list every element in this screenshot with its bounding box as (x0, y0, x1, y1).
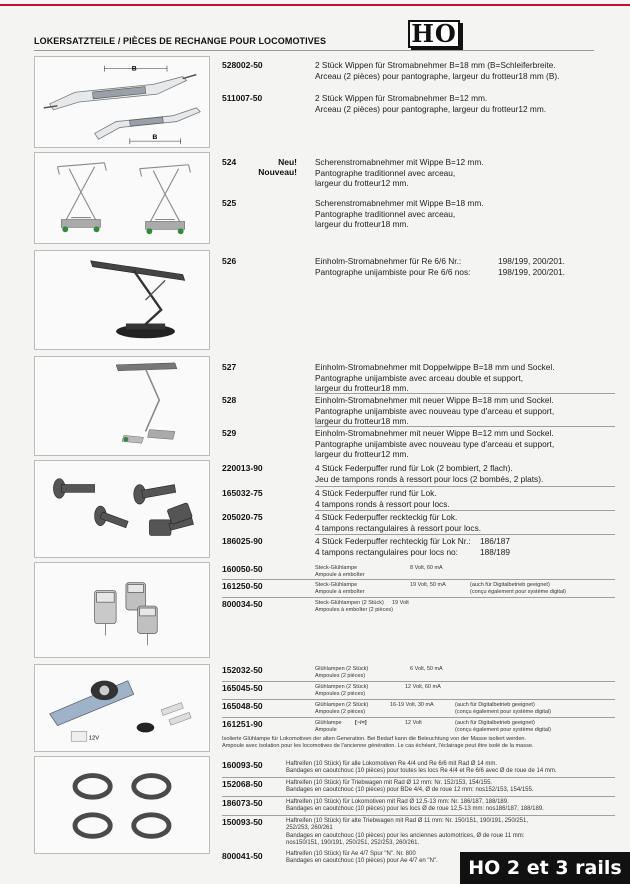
item-description: Haftreifen (10 Stück) für alte Triebwagen mit Rad Ø 11 mm: Nr. 150/151, 190/191, 250/251, 252/253, 260/261 Bandages en caoutchouc (10 pièces) pour les anciennes automotrices, Ø de roue 11 mm: nos150/151, 190/191, 250/251, 252/253, 260/261. (286, 818, 529, 847)
item-description: Steck-Glühlampen (2 Stück) Ampoules à emboîter (2 pièces) (315, 600, 393, 613)
item-description: 4 Stück Federpuffer rund für Lok. 4 tampons ronds à ressort pour locs. (315, 488, 450, 509)
item-description: 4 Stück Federpuffer reckteckig für Lok. 4 tampons rectangulaires à ressort pour locs. (315, 512, 482, 533)
row-divider (222, 777, 615, 778)
item-description: Haftreifen (10 Stück) für alle Lokomotiven Re 4/4 und Re 6/6 mit Rad Ø 14 mm. Bandages en caoutchouc (10 pièces) pour toutes les locs Re 4/4 et Re 6/6 avec Ø de roue de 14 mm. (286, 761, 557, 775)
item-description: Steck-Glühlampe Ampoule à emboîter (315, 582, 365, 595)
item-description: Haftreifen (10 Stück) für Ae 4/7 Spur "N". Nr. 800 Bandages en caoutchouc (10 pièces) pour Ae 4/7 en "N". (286, 851, 438, 865)
row-divider (315, 393, 615, 394)
top-red-line (0, 4, 630, 6)
header-rule (34, 50, 594, 51)
article-number: 800034-50 (222, 599, 263, 609)
article-number: 527 (222, 362, 237, 372)
item-description: 2 Stück Wippen für Stromabnehmer B=18 mm (B=Schleiferbreite. Arceau (2 pièces) pour pantographe, largeur du frotteur18 mm (B). (315, 60, 560, 81)
traction-tyres-illustration (35, 757, 209, 853)
article-number: 165045-50 (222, 683, 263, 693)
article-number: 186025-90 (222, 536, 263, 546)
row-divider (222, 579, 615, 580)
item-description: Glühlampen (2 Stück) Ampoules (2 pièces) (315, 684, 369, 697)
article-number: 528 (222, 395, 237, 405)
row-divider (222, 796, 615, 797)
item-description: Einholm-Stromabnehmer mit Doppelwippe B=18 mm und Sockel. Pantographe unijambiste avec arceau double et support, largeur du frotteur18 mm. (315, 362, 555, 393)
isolation-note: Isolierte Glühlampe für Lokomotiven der alten Generation. Bei Bedarf kann die Beleuchtung von der Masse isoliert werden. Ampoule avec isolation pour les locomotives de l'ancienne génération. Le cas échéant, l'éclairage peut être isolé de la masse. (222, 736, 534, 750)
item-description: Glühlampen (2 Stück) Ampoules (2 pièces) (315, 702, 369, 715)
bulbs-and-lamp-illustration (35, 665, 209, 751)
item-description: Haftreifen (10 Stück) für Triebwagen mit Rad Ø 12 mm: Nr. 152/153, 154/155. Bandages en caoutchouc (10 pièces) pour BDe 4/4, Ø de roue 12 mm: nos152/153, 154/155. (286, 780, 534, 794)
row-divider (222, 717, 615, 718)
article-number: 800041-50 (222, 851, 263, 861)
ho-logo: HO (408, 20, 460, 48)
row-divider (315, 534, 615, 535)
dim-b-top: B (131, 65, 137, 73)
article-number: 165048-50 (222, 701, 263, 711)
single-arm-with-base-illustration (35, 357, 209, 455)
footer-badge: HO 2 et 3 rails (460, 852, 630, 884)
bows-illustration (35, 57, 209, 147)
page-title: LOKERSATZTEILE / PIÈCES DE RECHANGE POUR LOCOMOTIVES (34, 36, 327, 46)
item-description: Einholm-Stromabnehmer mit neuer Wippe B=18 mm und Sockel. Pantographe unijambiste avec nouveau type d'arceau et support, largeur du frotteur18 mm. (315, 395, 555, 426)
photo-plug-in-bulbs (34, 562, 210, 658)
article-number: 165032-75 (222, 488, 263, 498)
digital-note: (auch für Digitalbetrieb geeignet) (conçu également pour système digital) (455, 702, 551, 715)
item-description: 4 Stück Federpuffer rechteckig für Lok Nr.: 4 tampons rectangulaires pour locs no: (315, 536, 471, 557)
article-number: 150093-50 (222, 817, 263, 827)
spring-buffers-illustration (35, 461, 209, 557)
photo-single-arm-pantograph (34, 250, 210, 350)
digital-note: (auch für Digitalbetrieb geeignet) (conçu également pour système digital) (455, 720, 551, 733)
article-number: 220013-90 (222, 463, 263, 473)
photo-scissor-pantographs (34, 152, 210, 244)
article-number: 152068-50 (222, 779, 263, 789)
row-divider (222, 815, 615, 816)
row-divider (222, 681, 615, 682)
photo-traction-tyres (34, 756, 210, 854)
article-number: 524 (222, 157, 237, 167)
voltage: 12 Volt (405, 720, 422, 726)
article-number: 528002-50 (222, 60, 263, 70)
article-number: 186073-50 (222, 798, 263, 808)
row-divider (315, 426, 615, 427)
article-number: 205020-75 (222, 512, 263, 522)
photo-bulbs-and-lamp (34, 664, 210, 752)
article-number: 160050-50 (222, 564, 263, 574)
voltage: 12 Volt, 60 mA (405, 684, 441, 690)
item-description: Glühlampen (2 Stück) Ampoules (2 pièces) (315, 666, 369, 679)
article-number: 152032-50 (222, 665, 263, 675)
ac-dc-symbol: [~/=] (355, 720, 367, 726)
label-12v: 12V (88, 735, 100, 742)
article-number: 525 (222, 198, 237, 208)
row-divider (315, 510, 615, 511)
article-number: 161250-50 (222, 581, 263, 591)
item-description: Scherenstromabnehmer mit Wippe B=18 mm. Pantographe traditionnel avec arceau, largeur du frotteur18 mm. (315, 198, 484, 229)
voltage: 6 Volt, 50 mA (410, 666, 443, 672)
voltage: 8 Volt, 60 mA (410, 565, 443, 571)
item-description: Haftreifen (10 Stück) für Lokomotiven mit Rad Ø 12,5-13 mm: Nr. 186/187, 188/189. Bandages en caoutchouc (10 pièces) pour les locs Ø de roue 12,5-13 mm: nos186/187, 188/189. (286, 799, 544, 813)
voltage: 19 Volt (392, 600, 409, 606)
article-number: 529 (222, 428, 237, 438)
dim-b-bottom: B (152, 134, 158, 142)
item-description: 4 Stück Federpuffer rund für Lok (2 bombiert, 2 flach). Jeu de tampons ronds à ressort pour locs (2 bombés, 2 plats). (315, 463, 544, 484)
voltage: 19 Volt, 50 mA (410, 582, 446, 588)
item-description: 2 Stück Wippen für Stromabnehmer B=12 mm. Arceau (2 pièces) pour pantographe, largeur du frotteur12 mm. (315, 93, 547, 114)
article-number: 161251-90 (222, 719, 263, 729)
scissor-pantograph-illustration (35, 153, 209, 243)
voltage: 16-19 Volt, 30 mA (390, 702, 434, 708)
photo-spring-buffers (34, 460, 210, 558)
photo-single-arm-with-base (34, 356, 210, 456)
locomotive-numbers: 198/199, 200/201. 198/199, 200/201. (498, 256, 565, 277)
plug-in-bulbs-illustration (35, 563, 209, 657)
article-number: 526 (222, 256, 237, 266)
article-number: 160093-50 (222, 760, 263, 770)
digital-note: (auch für Digitalbetrieb geeignet) (conçu également pour système digital) (470, 582, 566, 595)
photo-pantograph-bows (34, 56, 210, 148)
item-description: Scherenstromabnehmer mit Wippe B=12 mm. Pantographe traditionnel avec arceau, largeur du frotteur12 mm. (315, 157, 484, 188)
row-divider (315, 486, 615, 487)
new-badge: Neu! Nouveau! (258, 157, 297, 177)
single-arm-pantograph-illustration (35, 251, 209, 349)
article-number: 511007-50 (222, 93, 263, 103)
row-divider (222, 597, 615, 598)
row-divider (222, 699, 615, 700)
item-description: Einholm-Stromabnehmer mit neuer Wippe B=12 mm und Sockel. Pantographe unijambiste avec nouveau type d'arceau et support, largeur du frotteur12 mm. (315, 428, 555, 459)
locomotive-numbers: 186/187 188/189 (480, 536, 510, 557)
item-description: Einholm-Stromabnehmer für Re 6/6 Nr.: Pantographe unijambiste pour Re 6/6 nos: (315, 256, 471, 277)
item-description: Glühlampe Ampoule (315, 720, 342, 733)
item-description: Steck-Glühlampe Ampoule à emboîter (315, 565, 365, 578)
